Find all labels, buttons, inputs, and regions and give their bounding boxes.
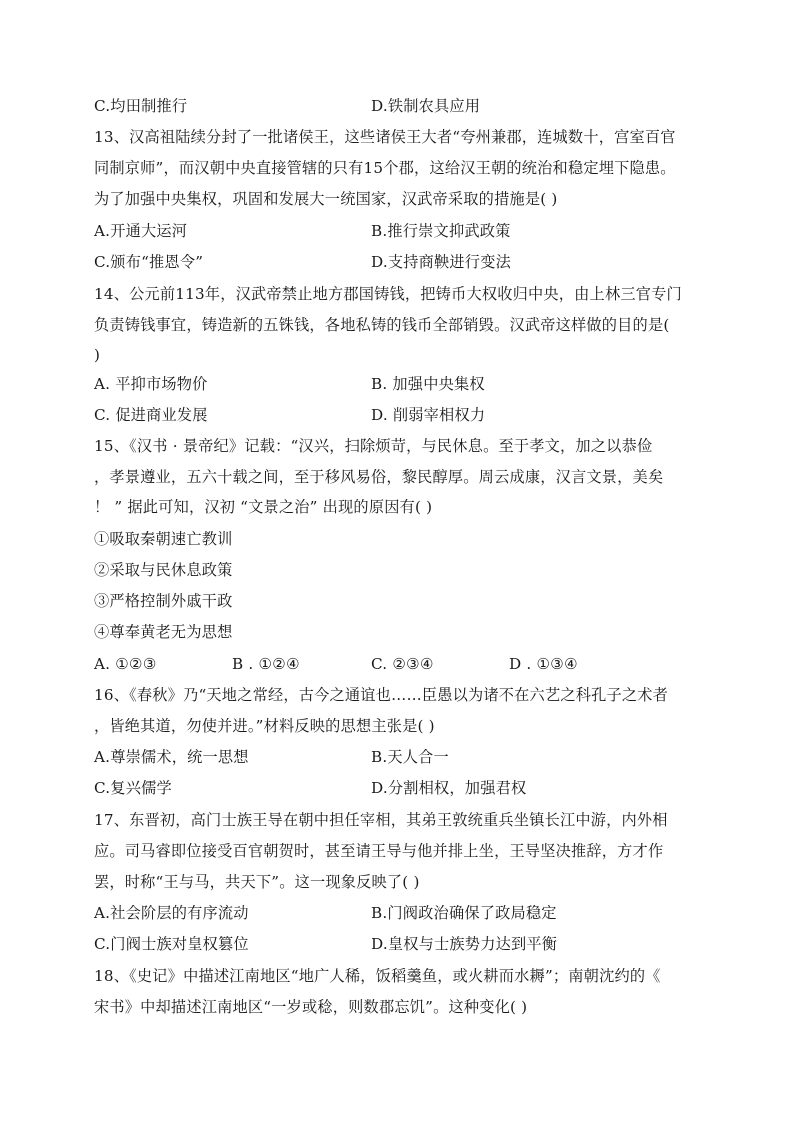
text-line: 17、东晋初，高门士族王导在朝中担任宰相，其弟王敦统重兵坐镇长江中游，内外相 [94, 811, 668, 829]
option-right: B.天人合一 [371, 748, 449, 766]
text-line: 16、《春秋》乃“天地之常经，古今之通谊也……臣愚以为诸不在六艺之科孔子之术者 [94, 686, 669, 704]
option-row [94, 221, 706, 241]
text-line: 负责铸钱事宜，铸造新的五铢钱，各地私铸的钱币全部销毁。汉武帝这样做的目的是( [94, 316, 670, 334]
text-line: ②采取与民休息政策 [94, 561, 233, 579]
option-right: B. 加强中央集权 [371, 375, 485, 393]
option-d: D . ①③④ [509, 655, 578, 673]
option-left: A.开通大运河 [94, 222, 188, 240]
option-right: D.支持商鞅进行变法 [371, 253, 511, 271]
option-row [94, 252, 706, 272]
text-line: ，皆绝其道，勿使并进。”材料反映的思想主张是( ) [94, 717, 435, 735]
option-left: C.颁布“推恩令” [94, 253, 204, 271]
text-line: 14、公元前113年，汉武帝禁止地方郡国铸钱，把铸币大权收归中央，由上林三官专门 [94, 285, 682, 303]
option-c: C. ②③④ [371, 655, 434, 673]
option-left: A.社会阶层的有序流动 [94, 904, 249, 922]
text-line: ) [94, 346, 101, 364]
option-row [94, 747, 706, 767]
text-line: 15、《汉书 · 景帝纪》记载：“汉兴，扫除烦苛，与民休息。至于孝文，加之以恭俭 [94, 437, 653, 455]
text-line: 为了加强中央集权，巩固和发展大一统国家，汉武帝采取的措施是( ) [94, 190, 558, 208]
option-b: B . ①②④ [232, 655, 300, 673]
text-line: ④尊奉黄老无为思想 [94, 623, 233, 641]
text-line: ③严格控制外戚干政 [94, 592, 233, 610]
option-row [94, 374, 706, 394]
option-right: D. 削弱宰相权力 [371, 406, 486, 424]
text-line: ！ ” 据此可知，汉初 “文景之治” 出现的原因有( ) [94, 498, 433, 516]
option-left: A. 平抑市场物价 [94, 375, 208, 393]
text-line: 应。司马睿即位接受百官朝贺时，甚至请王导与他并排上坐，王导坚决推辞，方才作 [94, 842, 664, 860]
option-right: D.铁制农具应用 [371, 97, 481, 115]
option-right: B.门阀政治确保了政局稳定 [371, 904, 557, 922]
option-right: D.皇权与士族势力达到平衡 [371, 935, 558, 953]
text-line: 13、汉高祖陆续分封了一批诸侯王，这些诸侯王大者“夸州兼郡，连城数十，宫室百官 [94, 128, 676, 146]
option-left: C.门阀士族对皇权篡位 [94, 935, 249, 953]
option-right: B.推行崇文抑武政策 [371, 222, 511, 240]
option-row [94, 96, 706, 116]
option-a: A. ①②③ [94, 655, 157, 673]
text-line: 同制京师”，而汉朝中央直接管辖的只有15个郡，这给汉王朝的统治和稳定埋下隐患。 [94, 159, 676, 177]
text-line: 宋书》中却描述江南地区“一岁或稔，则数郡忘饥”。这种变化( ) [94, 998, 528, 1016]
option-left: C.复兴儒学 [94, 779, 172, 797]
option-row [94, 778, 706, 798]
text-line: 18、《史记》中描述江南地区“地广人稀，饭稻羹鱼，或火耕而水耨”；南朝沈约的《 [94, 967, 661, 985]
option-row [94, 903, 706, 923]
option-row [94, 934, 706, 954]
text-line: 罢，时称“王与马，共天下”。这一现象反映了( ) [94, 873, 420, 891]
option-right: D.分割相权，加强君权 [371, 779, 527, 797]
option-left: C.均田制推行 [94, 97, 188, 115]
option-left: A.尊崇儒术，统一思想 [94, 748, 249, 766]
option-left: C. 促进商业发展 [94, 406, 208, 424]
text-line: ，孝景遵业，五六十载之间，至于移风易俗，黎民醇厚。周云成康，汉言文景，美矣 [94, 468, 664, 486]
text-line: ①吸取秦朝速亡教训 [94, 530, 233, 548]
option-row [94, 405, 706, 425]
